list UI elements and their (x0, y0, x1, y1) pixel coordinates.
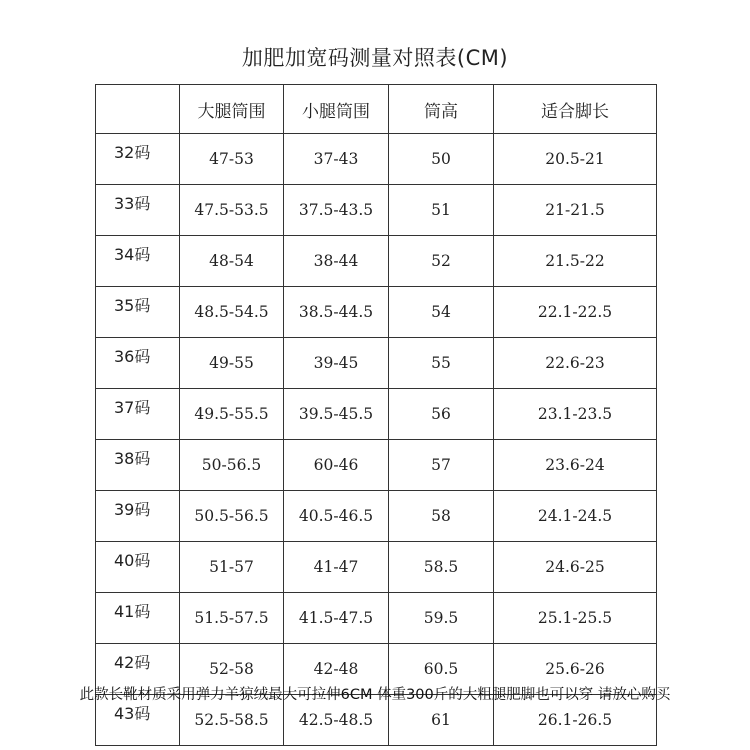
foot-length-cell: 24.1-24.5 (494, 491, 657, 542)
height-cell: 55 (389, 338, 494, 389)
calf-cell: 42.5-48.5 (284, 695, 389, 746)
table-row (96, 338, 657, 389)
foot-length-cell: 26.1-26.5 (494, 695, 657, 746)
table-row (96, 287, 657, 338)
table-body (96, 134, 657, 746)
height-cell: 58.5 (389, 542, 494, 593)
table-row (96, 236, 657, 287)
table-row (96, 134, 657, 185)
height-cell: 59.5 (389, 593, 494, 644)
header-shaft-height: 筒高 (389, 85, 494, 134)
foot-length-cell: 22.1-22.5 (494, 287, 657, 338)
table-row (96, 491, 657, 542)
size-cell: 42码 (96, 644, 180, 695)
foot-length-cell: 23.6-24 (494, 440, 657, 491)
header-size (96, 85, 180, 134)
thigh-cell: 48-54 (180, 236, 284, 287)
calf-cell: 40.5-46.5 (284, 491, 389, 542)
calf-cell: 42-48 (284, 644, 389, 695)
height-cell: 54 (389, 287, 494, 338)
foot-length-cell: 20.5-21 (494, 134, 657, 185)
height-cell: 51 (389, 185, 494, 236)
calf-cell: 38-44 (284, 236, 389, 287)
thigh-cell: 49-55 (180, 338, 284, 389)
height-cell: 61 (389, 695, 494, 746)
thigh-cell: 48.5-54.5 (180, 287, 284, 338)
thigh-cell: 52-58 (180, 644, 284, 695)
thigh-cell: 49.5-55.5 (180, 389, 284, 440)
table-row (96, 542, 657, 593)
thigh-cell: 47.5-53.5 (180, 185, 284, 236)
calf-cell: 39-45 (284, 338, 389, 389)
size-cell: 39码 (96, 491, 180, 542)
header-calf-circumference: 小腿筒围 (284, 85, 389, 134)
thigh-cell: 50-56.5 (180, 440, 284, 491)
thigh-cell: 51-57 (180, 542, 284, 593)
foot-length-cell: 21.5-22 (494, 236, 657, 287)
height-cell: 58 (389, 491, 494, 542)
foot-length-cell: 25.6-26 (494, 644, 657, 695)
size-cell: 40码 (96, 542, 180, 593)
thigh-cell: 47-53 (180, 134, 284, 185)
thigh-cell: 52.5-58.5 (180, 695, 284, 746)
size-cell: 43码 (96, 695, 180, 746)
height-cell: 60.5 (389, 644, 494, 695)
calf-cell: 37.5-43.5 (284, 185, 389, 236)
table-row (96, 440, 657, 491)
height-cell: 52 (389, 236, 494, 287)
height-cell: 57 (389, 440, 494, 491)
calf-cell: 41.5-47.5 (284, 593, 389, 644)
calf-cell: 38.5-44.5 (284, 287, 389, 338)
thigh-cell: 50.5-56.5 (180, 491, 284, 542)
table-row (96, 185, 657, 236)
size-cell: 33码 (96, 185, 180, 236)
foot-length-cell: 23.1-23.5 (494, 389, 657, 440)
calf-cell: 39.5-45.5 (284, 389, 389, 440)
calf-cell: 37-43 (284, 134, 389, 185)
foot-length-cell: 25.1-25.5 (494, 593, 657, 644)
size-cell: 36码 (96, 338, 180, 389)
height-cell: 50 (389, 134, 494, 185)
foot-length-cell: 24.6-25 (494, 542, 657, 593)
table-header-row (96, 85, 657, 134)
foot-length-cell: 21-21.5 (494, 185, 657, 236)
size-cell: 41码 (96, 593, 180, 644)
calf-cell: 41-47 (284, 542, 389, 593)
thigh-cell: 51.5-57.5 (180, 593, 284, 644)
calf-cell: 60-46 (284, 440, 389, 491)
size-cell: 34码 (96, 236, 180, 287)
size-cell: 32码 (96, 134, 180, 185)
size-chart-table (95, 84, 657, 746)
table-row (96, 389, 657, 440)
page-title: 加肥加宽码测量对照表(CM) (241, 46, 509, 70)
size-cell: 38码 (96, 440, 180, 491)
header-foot-length: 适合脚长 (494, 85, 657, 134)
foot-length-cell: 22.6-23 (494, 338, 657, 389)
size-cell: 35码 (96, 287, 180, 338)
table-row (96, 593, 657, 644)
height-cell: 56 (389, 389, 494, 440)
header-thigh-circumference: 大腿筒围 (180, 85, 284, 134)
footer-note: 此款长靴材质采用弹力羊猄绒最大可拉伸6CM 体重300斤的大粗腿肥脚也可以穿 请放心购买 (79, 687, 671, 703)
size-cell: 37码 (96, 389, 180, 440)
